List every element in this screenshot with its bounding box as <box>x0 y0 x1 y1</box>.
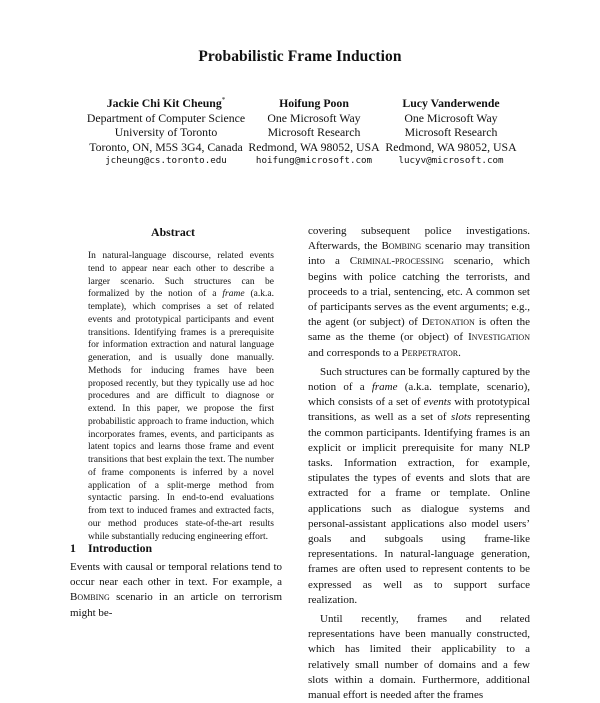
section-number: 1 <box>70 541 76 555</box>
author-name: Jackie Chi Kit Cheung <box>106 96 222 110</box>
body-text: covering subsequent police investigations. Afterwards, the <box>308 225 530 253</box>
body-text: . <box>458 346 461 359</box>
body-text: and corresponds to a <box>308 346 402 359</box>
body-paragraph <box>308 224 530 361</box>
abstract-emphasis: frame <box>222 289 245 300</box>
author-footnote-marker: * <box>221 96 226 105</box>
event-term: Investigation <box>468 331 530 344</box>
section-heading <box>70 541 152 556</box>
body-paragraph: Until recently, frames and related representations have been manually constructed, which has limited their applicability to a relatively small number of domains and a few slots within a domain. Furthermore, additional manual effort is needed after the frames <box>308 613 530 702</box>
abstract-heading: Abstract <box>151 225 195 239</box>
author-affiliation: Microsoft Research <box>404 125 498 140</box>
body-text: scenario, which begins with police catching the terrorists, and proceeds to a trial, sentencing, etc. A common set of participants serves as the event arguments; e.g., the agent (or subject) of <box>308 255 530 329</box>
author-affiliation: One Microsoft Way <box>267 110 361 125</box>
intro-paragraph <box>70 560 282 621</box>
event-term: Detonation <box>421 316 475 329</box>
body-paragraph <box>308 365 530 608</box>
author-affiliation: University of Toronto <box>114 125 218 140</box>
author-affiliation: Microsoft Research <box>267 125 361 140</box>
body-text: representing the common participants. Identifying frames is an explicit or implicit prerequisite for many NLP tasks. Information extraction, for example, stipulates the types of events and slots that are extracted for a frame or template. Online applications such as dialogue systems and personal-assistant applications also model users’ goals and subgoals using frame-like representations. In natural-language generation, frames are often used to represent contents to be expressed as well as to support surface realization. <box>308 411 530 606</box>
author-email: hoifung@microsoft.com <box>255 155 373 167</box>
paper-title: Probabilistic Frame Induction <box>198 48 402 65</box>
body-text: scenario in an article on terrorism might be- <box>70 591 282 619</box>
body-text: with prototypical transitions, as well as a set of <box>308 396 530 424</box>
author-block-3 <box>370 96 532 169</box>
scenario-term: Bombing <box>70 591 110 604</box>
author-name: Lucy Vanderwende <box>402 96 500 110</box>
emphasis-term: events <box>423 396 452 409</box>
scenario-term: Criminal-processing <box>349 255 444 268</box>
emphasis-term: slots <box>451 411 472 424</box>
body-text: is often the same as the theme (or object) of <box>308 316 530 344</box>
author-address: Redmond, WA 98052, USA <box>385 139 517 154</box>
abstract-text: In natural-language discourse, related events tend to appear near each other to describe a larger scenario. Such structures can be formalized by the notion of a <box>88 251 274 300</box>
author-address: Toronto, ON, M5S 3G4, Canada <box>89 139 243 154</box>
body-text: scenario may transition into a <box>308 240 531 268</box>
body-text: Events with causal or temporal relations tend to occur near each other in text. For example, a <box>70 561 282 589</box>
body-text: (a.k.a. template, scenario), which consists of a set of <box>308 381 530 409</box>
section-title: Introduction <box>88 541 153 555</box>
body-text: Such structures can be formally captured by the notion of a <box>308 365 530 394</box>
author-name: Hoifung Poon <box>279 96 349 110</box>
abstract-body <box>88 250 274 543</box>
abstract-text: (a.k.a. template), which comprises a set of related events and prototypical participants and event transitions. Identifying frames is a prerequisite for information extraction and natural language generation, and is usually done manually. Methods for inducing frames have been proposed recently, but they typically use ad hoc procedures and are difficult to diagnose or extend. In this paper, we propose the first probabilistic approach to frame induction, which incorporates frames, events, and participants as latent topics and learns those frame and event transitions that best explain the text. The number of frame components is inferred by a novel application of a split-merge method from syntactic parsing. In end-to-end evaluations from text to induced frames and extracted facts, our method produces state-of-the-art results while substantially reducing engineering effort. <box>88 289 274 542</box>
author-affiliation: Department of Computer Science <box>86 110 246 125</box>
right-column <box>308 224 530 703</box>
author-email: jcheung@cs.toronto.edu <box>105 155 227 167</box>
scenario-term: Bombing <box>381 240 422 253</box>
author-affiliation: One Microsoft Way <box>404 110 498 125</box>
author-email: lucyv@microsoft.com <box>398 155 504 167</box>
emphasis-term: frame <box>371 381 398 394</box>
author-address: Redmond, WA 98052, USA <box>248 139 380 154</box>
slot-term: Perpetrator <box>401 346 459 359</box>
